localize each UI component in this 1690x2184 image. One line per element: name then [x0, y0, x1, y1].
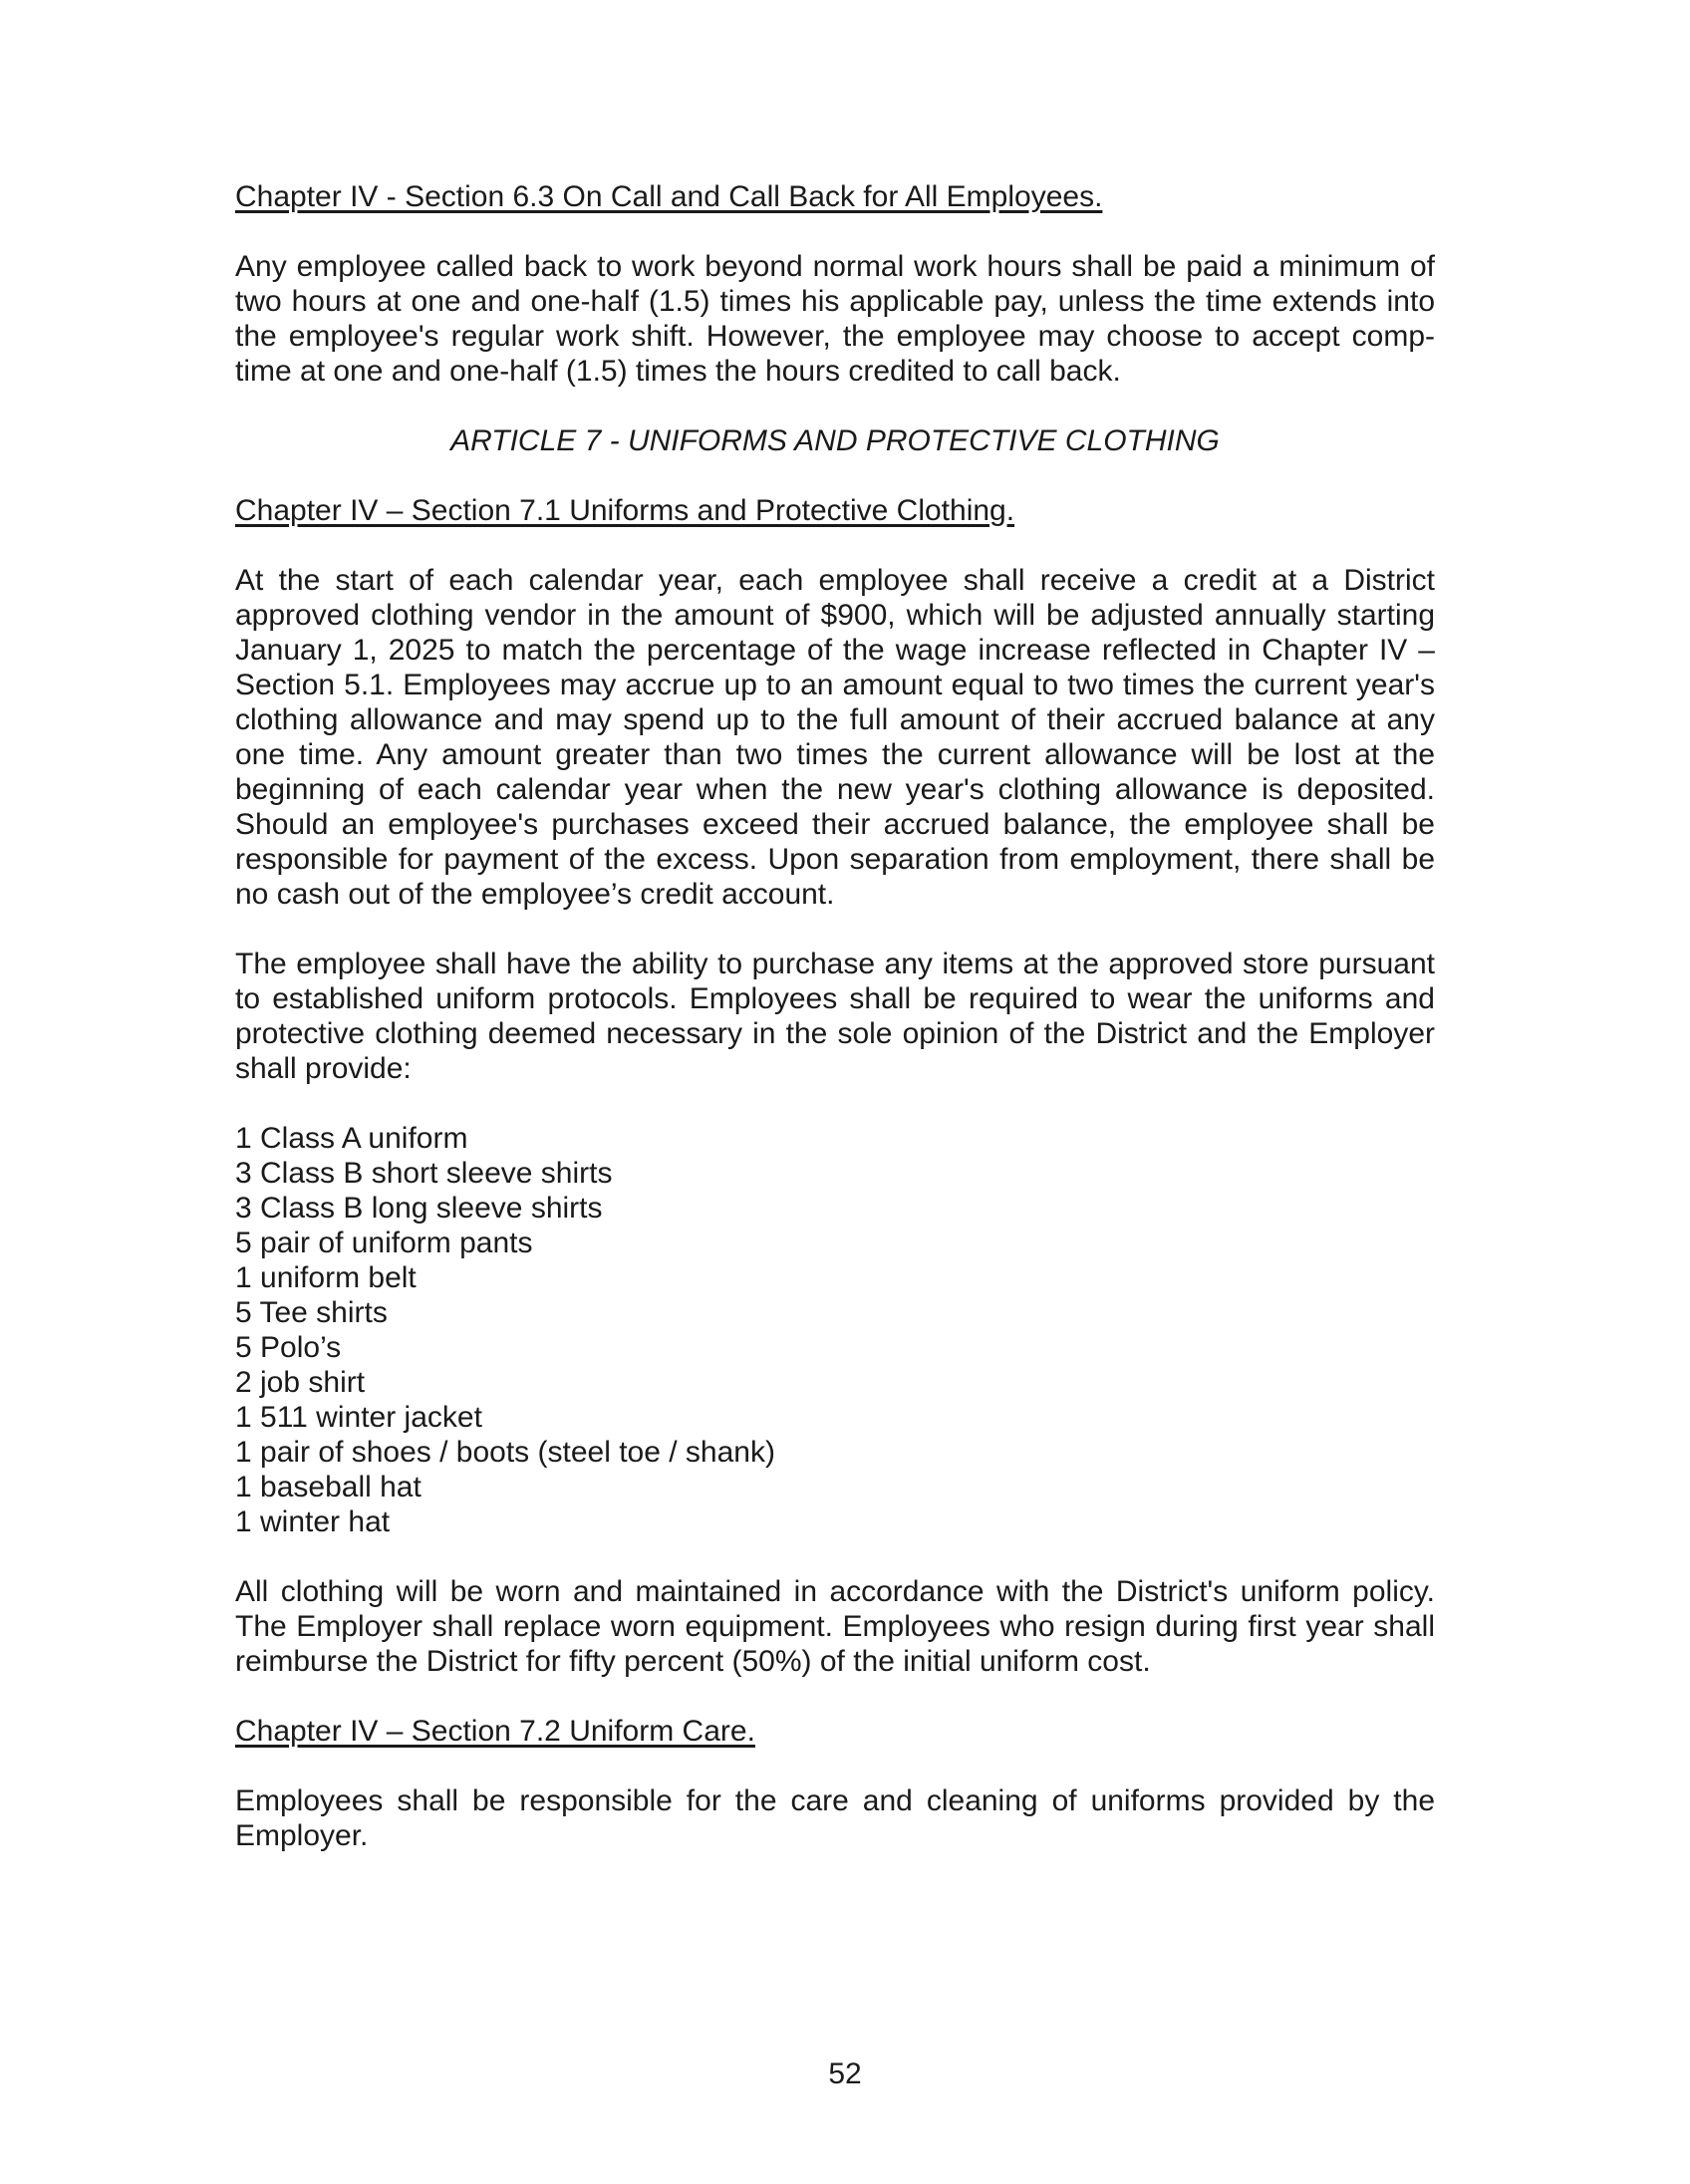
list-item: 1 pair of shoes / boots (steel toe / shank) — [235, 1436, 775, 1469]
list-item: 2 job shirt — [235, 1366, 366, 1399]
section-7-2-heading: Chapter IV – Section 7.2 Uniform Care. — [235, 1715, 755, 1748]
list-item: 5 Tee shirts — [235, 1296, 388, 1329]
section-7-1-paragraph-1: At the start of each calendar year, each employee shall receive a credit at a District approved clothing vendor in the amount of $900, which will be adjusted annually starting January 1, 2025 to match the percentage of the wage increase reflected in Chapter IV – Section 5.1. Employees may accrue up to an amount equal to two times the current year's clothing allowance and may spend up to the full amount of their accrued balance at any one time. Any amount greater than two times the current allowance will be lost at the beginning of each calendar year when the new year's clothing allowance is deposited. Should an employee's purchases exceed their accrued balance, the employee shall be responsible for payment of the excess. Upon separation from employment, there shall be no cash out of the employee’s credit account. — [235, 564, 1435, 911]
section-6-3-paragraph: Any employee called back to work beyond normal work hours shall be paid a minimum of two hours at one and one-half (1.5) times his applicable pay, unless the time extends into the employee's regular work shift. However, the employee may choose to accept comp-time at one and one-half (1.5) times the hours credited to call back. — [235, 250, 1435, 388]
list-item: 5 Polo’s — [235, 1331, 342, 1364]
list-item: 1 uniform belt — [235, 1261, 417, 1294]
page-content — [235, 179, 1435, 1888]
list-item: 3 Class B short sleeve shirts — [235, 1157, 613, 1190]
list-item: 1 Class A uniform — [235, 1122, 468, 1155]
list-item: 3 Class B long sleeve shirts — [235, 1192, 603, 1225]
list-item: 1 baseball hat — [235, 1471, 422, 1503]
list-item: 5 pair of uniform pants — [235, 1227, 533, 1259]
section-6-3-heading: Chapter IV - Section 6.3 On Call and Call Back for All Employees. — [235, 180, 1103, 213]
list-item: 1 winter hat — [235, 1505, 391, 1538]
section-7-1-paragraph-3: All clothing will be worn and maintained in accordance with the District's uniform policy. The Employer shall replace worn equipment. Employees who resign during first year shall reimburse the District for fifty percent (50%) of the initial uniform cost. — [235, 1575, 1435, 1678]
uniform-items-list — [235, 1121, 1435, 1539]
page-number: 52 — [828, 2057, 862, 2090]
section-7-2-paragraph: Employees shall be responsible for the care and cleaning of uniforms provided by the Employer. — [235, 1784, 1435, 1852]
section-7-1-paragraph-2: The employee shall have the ability to purchase any items at the approved store pursuant to established uniform protocols. Employees shall be required to wear the uniforms and protective clothing deemed necessary in the sole opinion of the District and the Employer shall provide: — [235, 948, 1435, 1085]
section-7-1-heading: Chapter IV – Section 7.1 Uniforms and Protective Clothing. — [235, 494, 1015, 527]
article-7-title: ARTICLE 7 - UNIFORMS AND PROTECTIVE CLOTHING — [450, 424, 1220, 457]
list-item: 1 511 winter jacket — [235, 1401, 482, 1434]
